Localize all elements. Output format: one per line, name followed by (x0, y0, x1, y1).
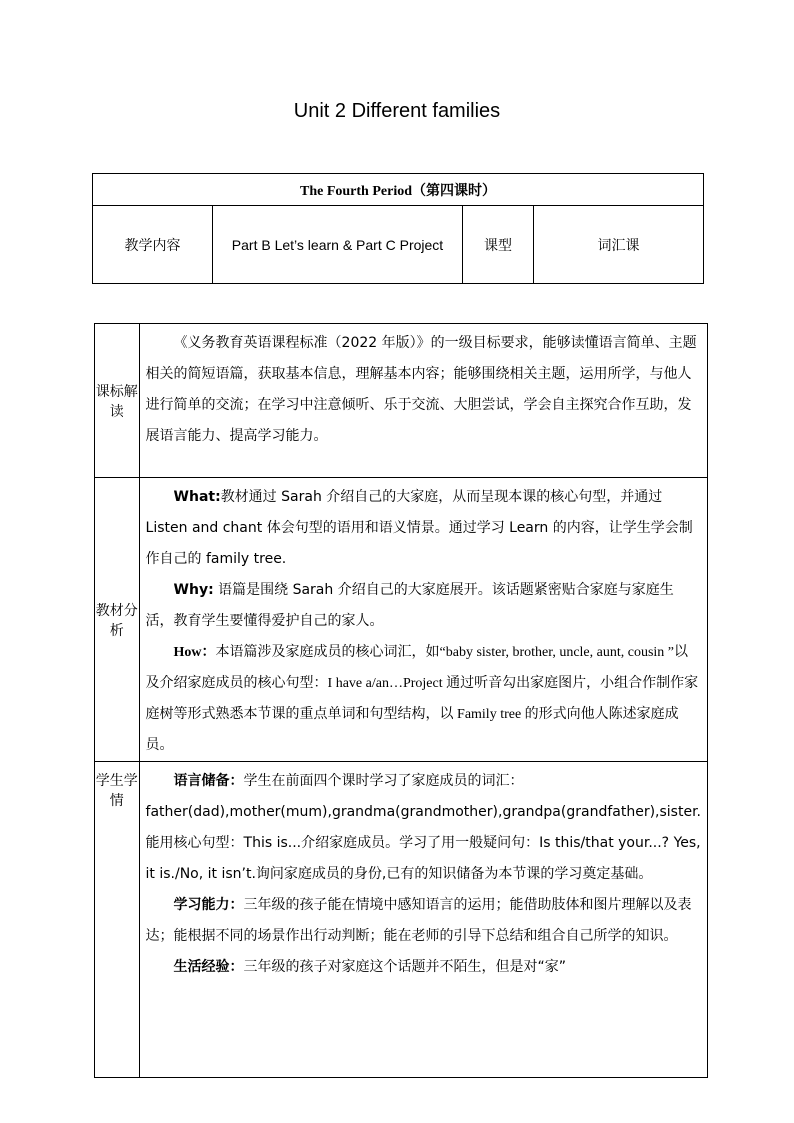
text-language: 学生在前面四个课时学习了家庭成员的词汇： (243, 773, 524, 789)
page-title: Unit 2 Different families (293, 100, 501, 122)
section-label-standards: 课标解读 (95, 324, 140, 478)
text-experience: 三年级的孩子对家庭这个话题并不陌生，但是对“家” (243, 959, 567, 975)
period-header: The Fourth Period（第四课时） (93, 174, 704, 206)
section-body-standards (139, 324, 707, 478)
text-ability: 三年级的孩子能在情境中感知语言的运用；能借助肢体和图片理解以及表达；能根据不同的场景作出行动判断；能在老师的引导下总结和组合自己所学的知识。 (145, 897, 692, 944)
paragraph-why (146, 575, 701, 637)
analysis-table (94, 323, 708, 1078)
content-label: 教学内容 (93, 206, 213, 284)
lead-why: Why: (173, 582, 214, 598)
text-why: 语篇是围绕 Sarah 介绍自己的大家庭展开。该话题紧密贴合家庭与家庭生活，教育学生要懂得爱护自己的家人。 (145, 582, 674, 629)
content-value: Part B Let’s learn & Part C Project (213, 206, 463, 284)
paragraph-language-cont: father(dad),mother(mum),grandma(grandmother),grandpa(grandfather),sister.能用核心句型：This is...介绍家庭成员。学习了用一般疑问句：Is this/that your...? Yes, it is./No, it isn’t.询问家庭成员的身份,已有的知识储备为本节课的学习奠定基础。 (145, 804, 701, 882)
lead-how: How： (173, 645, 216, 660)
type-value: 词汇课 (534, 206, 704, 284)
paragraph-what (146, 482, 701, 575)
lead-ability: 学习能力： (173, 897, 244, 913)
section-label-textbook: 教材分析 (95, 478, 140, 762)
type-label: 课型 (463, 206, 534, 284)
text-what: 教材通过 Sarah 介绍自己的大家庭，从而呈现本课的核心句型，并通过 Listen and chant 体会句型的语用和语义情景。通过学习 Learn 的内容，让学生学会制作自己的 family tree. (145, 489, 693, 567)
lead-experience: 生活经验： (173, 959, 244, 975)
section-label-students: 学生学情 (95, 762, 140, 1078)
paragraph: 《义务教育英语课程标准（2022 年版）》的一级目标要求，能够读懂语言简单、主题相关的简短语篇，获取基本信息，理解基本内容；能够围绕相关主题，运用所学，与他人进行简单的交流；在学习中注意倾听、乐于交流、大胆尝试，学会自主探究合作互助，发展语言能力、提高学习能力。 (145, 335, 697, 444)
paragraph-ability (146, 890, 701, 952)
text-how: 本语篇涉及家庭成员的核心词汇，如“baby sister, brother, uncle, aunt, cousin ”以及介绍家庭成员的核心句型：I have a/an…Project 通过听音勾出家庭图片，小组合作制作家庭树等形式熟悉本节课的重点单词和句型结构，以 Family tree 的形式向他人陈述家庭成员。 (145, 645, 699, 753)
section-body-students (139, 762, 707, 1078)
paragraph-how (146, 637, 701, 761)
paragraph-language (146, 766, 701, 797)
paragraph-experience (146, 952, 701, 983)
lead-language: 语言储备： (173, 773, 244, 789)
lead-what: What: (173, 489, 221, 505)
section-body-textbook (139, 478, 707, 762)
period-info-table (92, 173, 704, 284)
